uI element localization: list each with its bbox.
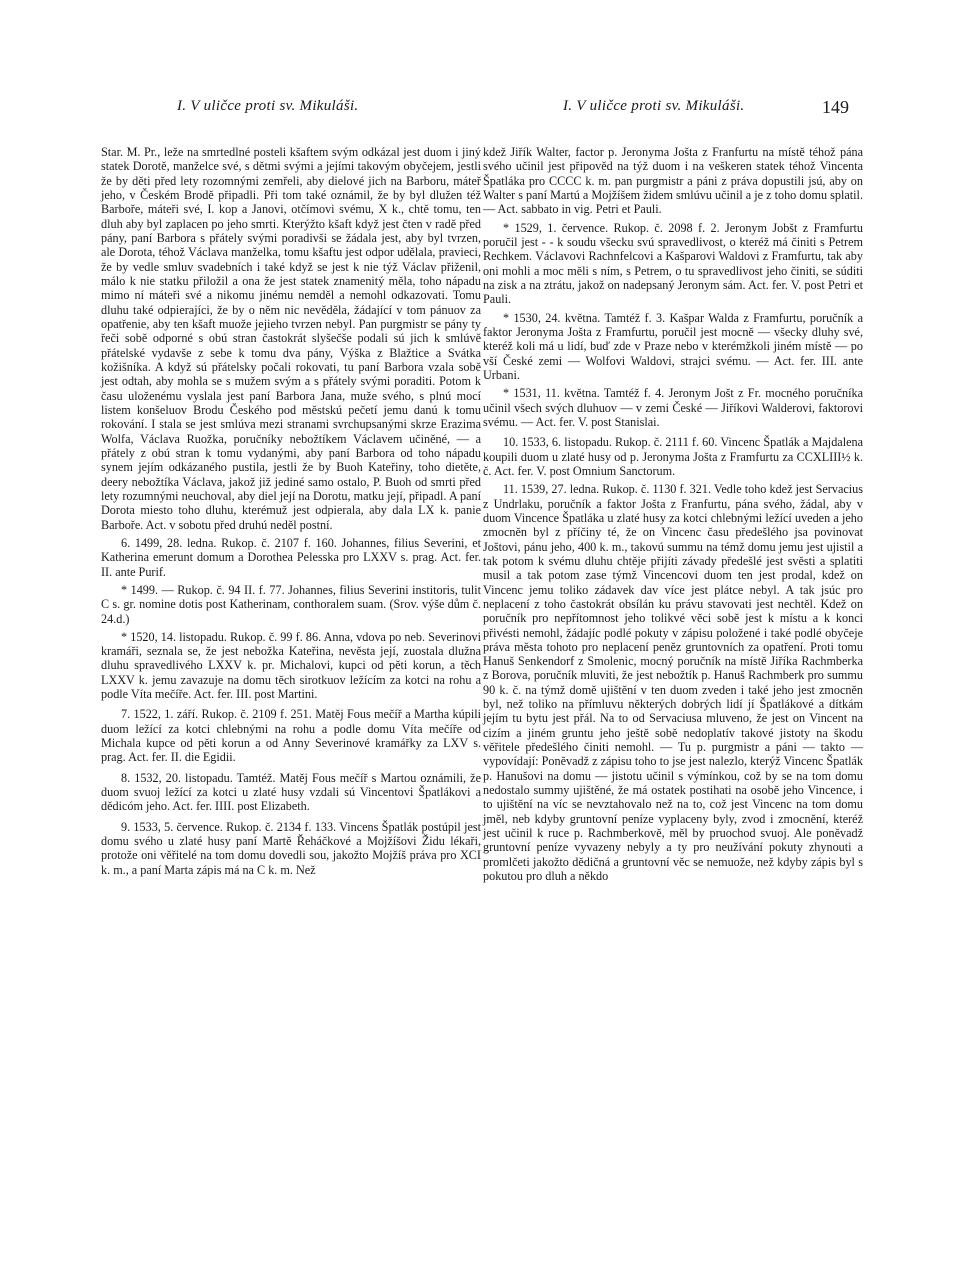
running-head-left: I. V uličce proti sv. Mikuláši. — [177, 98, 359, 114]
paragraph: * 1520, 14. listopadu. Rukop. č. 99 f. 86. Anna, vdova po neb. Severinovi kramáři, seznala se, že jest nebožka Kateřina, nevěsta její, zuostala dlužna dluhu spravedlivého LXXV k. pr. Michalovi, kupci od pěti korun, a těch LXXV k. jemu zavazuje na domu těch sirotkuov ležícím za kotci na rohu a podle Víta mečíře. Act. fer. III. post Martini. — [101, 629, 481, 702]
paragraph: * 1529, 1. července. Rukop. č. 2098 f. 2. Jeronym Jobšt z Framfurtu poručil jest - - k soudu všecku svú spravedlivost, o kteréž má činiti s Petrem Rechkem. Václavovi Rachnfelcovi a Kašparovi Waldovi z Framfurtu, tak aby oni mohli a moc měli s ním, s Petrem, o tu spravedlivost jeho činiti, se súditi na zisk a na ztrátu, jakož on nadepsaný Jeronym sám. Act. fer. V. post Petri et Pauli. — [483, 220, 863, 307]
paragraph: 9. 1533, 5. července. Rukop. č. 2134 f. 133. Vincens Špatlák postúpil jest domu svého u zlaté husy paní Martě Řeháčkové a Mojžíšovi Židu lékaři, protože oni věřitelé na tom domu dovedli sou, jakožto Mojžíš práva pro XCI k. m., a paní Marta zápis má na C k. m. Než — [101, 819, 481, 877]
paragraph: Star. M. Pr., leže na smrtedlné posteli kšaftem svým odkázal jest duom i jiný statek Dorotě, manželce své, s dětmi svými a jejími takovým obyčejem, jestli že by děti před lety rozomnými zemřeli, aby dielové jich na Barboru, máteř jeho, v Českém Brodě připadli. Při tom také oznámil, že by byl dlužen též Barboře, máteři své, I. kop a Janovi, otčímovi svému, X k., chtě tomu, ten dluh aby byl zaplacen po jeho smrti. Kterýžto kšaft když jest čten v radě před pány, paní Barbora s přátely svými poradivši se žádala jest, aby byl tvrzen, ale Dorota, téhož Václava manželka, tomu kšaftu jest odpor udělala, pravieci, že by vedle smluv svadebních i také když se jest k nie týž Václav přiženil, málo k nie statku přiložil a ona že jest statek znamenitý měla, toho nápadu mimo ní máteři své a nikomu jinému nemděl a nemohl odkazovati. Tomu dluhu také odpierajíci, že by o něm nic nevěděla, žádající v tom pánuov za opatřenie, aby ten kšaft muože jejieho tvrzen nebyl. Pan purgmistr se pány ty řeči sobě odporné s obú stran častokrát slyšečše podali sú jich k smlúvě přátelské vydavše z sebe k tomu dva pány, Výška z Blažtice a Svátka kožišníka. A když sú přátelsky počali rokovati, tu paní Barbora vzala sobě jest odtah, aby mohla se s mužem svým a s přátely svými poraditi. Potom k času uloženému vyslala jest paní Barbora Jana, muže svého, s plnú mocí listem konšeluov Brodu Českého pod městskú pečetí jemu danú k tomu rokování. I stala se jest smlúva mezi stranami svrchupsanými skrze Erazima Wolfa, Václava Ruožka, poručníky nebožtíkem Václavem učiněné, — a přátely z obú stran k tomu vydanými, aby paní Barbora od toho nápadu synem jejím odkázaného pustila, jestli že by Buoh Kateřiny, toho dietěte, deery nebožtíka Václava, jakož již jediné samo ostalo, P. Buoh od smrti před lety rozumnými neuchoval, aby diel její na Dorotu, matku její, připadl. A paní Dorota miesto toho dluhu, kterémuž jest odpierala, aby dala LX k. panie Barboře. Act. v sobotu před druhú neděl postní. — [101, 145, 481, 532]
paragraph: 11. 1539, 27. ledna. Rukop. č. 1130 f. 321. Vedle toho kdež jest Servacius z Undrlaku, poručník a faktor Jošta z Franfurtu, pána svého, žádal, aby v duom Vincence Špatláka u zlaté husy za kotci chlebnými ležící uveden a jeho zmocněn byl z příčiny té, že on Vincenc času předešlého jsa povinovat Joštovi, pánu jeho, 400 k. m., takovú summu na témž domu jemu jest ujistil a tak potom k svému dluhu chtěje přijíti závady předešlé jest svěsti a splatiti musil a tak potom zase týmž Vincencovi duom ten jest prodal, kdež on Vincenc jemu toliko zádavek dav více jest plátce nebyl. A tak jsúc pro neplacení z toho častokrát obsílán ku právu stavovati jest nechtěl. Kdež on poručník pro nepřítomnost jeho tolikvé věci sobě jest k místu a k konci přivésti nemohl, žádajíc podlé pokuty v zápisu položené i také podlé obyčeje práva města tohoto pro neplacení peněz gruntovních za opatření. Proti tomu Hanuš Senkendorf z Smolenic, mocný poručník na místě Jiříka Rachmberka z Borova, poručník mluviti, že jest nebožtík p. Hanuš Rachmberk pro summu 90 k. č. na týmž domě ujištění v ten duom zveden i také jeho jest zmocněn byl, než toliko na přímluvu některých dobrých lidí jí Špatlákové a dítkám jejím tu bytu jest přál. Na to od Servaciusa mluveno, že jest on Vincent na cizím a jiném gruntu jeho ještě sobě nedoplatív takové jistoty na škodu věřitele předešlého činiti nemohl. — Tu p. purgmistr a páni — takto — vypovídají: Poněvadž z zápisu toho to jse jest nalezlo, kterýž Vincenc Špatlák p. Hanušovi na domu — jistotu učinil s výmínkou, což by se na tom domu nedostalo summy ujištěné, že má ostatek postihati na osobě jeho Vincence, i to ujištění na víc se nevztahovalo než na to, což jest Vincenc na tom domu jměl, neb kdyby gruntovní peníze vyplaceny byly, zvod i zmocnění, kteréž jest učinil k ruce p. Rachmberkově, měl by pruochod svuoj. Ale poněvadž gruntovní peníze vyvazeny nebyly a ty pro neužívání pokuty zhynouti a promlčeti jakožto dědičná a gruntovní věc se nemuože, než kdyby zápis byl s pokutou pro dluh a někdo — [483, 482, 863, 884]
right-column — [483, 145, 863, 883]
paragraph: 8. 1532, 20. listopadu. Tamtéž. Matěj Fous mečíř s Martou oznámili, že duom svuoj ležící za kotci u zlaté husy vzdali sú Vincentovi Špatlákovi a dědicóm jeho. Act. fer. IIII. post Elizabeth. — [101, 770, 481, 814]
paragraph: * 1530, 24. května. Tamtéž f. 3. Kašpar Walda z Framfurtu, poručník a faktor Jeronyma Jošta z Framfurtu, poručil jest mocně — všecky dluhy své, kteréž koli má u lidí, buď zde v Praze nebo v kterémžkoli jiném místě — po vší České zemi — Wolfovi Waldovi, strajci svému. — Act. fer. III. ante Urbani. — [483, 310, 863, 382]
paragraph: * 1499. — Rukop. č. 94 II. f. 77. Johannes, filius Severini institoris, tulit C s. gr. nomine dotis post Katherinam, conthoralem suam. (Srov. výše dům č. 24.d.) — [101, 582, 481, 626]
paragraph: 10. 1533, 6. listopadu. Rukop. č. 2111 f. 60. Vincenc Špatlák a Majdalena koupili duom u zlaté husy od p. Jeronyma Jošta z Framfurtu za CCXLIII½ k. č. Act. fer. V. post Omnium Sanctorum. — [483, 435, 863, 478]
left-column — [101, 145, 481, 877]
paragraph: 6. 1499, 28. ledna. Rukop. č. 2107 f. 160. Johannes, filius Severini, et Katherina emerunt domum a Dorothea Pelesska pro LXXV s. prag. Act. fer. II. ante Purif. — [101, 535, 481, 579]
paragraph: 7. 1522, 1. září. Rukop. č. 2109 f. 251. Matěj Fous mečíř a Martha kúpili duom ležící za kotci chlebnými na rohu a podle domu Víta mečíře od Michala kupce od pěti korun a od Anny Severinové kramářky za LXV s. prag. Act. fer. II. die Egidii. — [101, 707, 481, 765]
running-head-right: I. V uličce proti sv. Mikuláši. — [563, 98, 745, 114]
page-number: 149 — [822, 97, 849, 117]
paragraph: * 1531, 11. května. Tamtéž f. 4. Jeronym Jošt z Fr. mocného poručníka učinil všech svých dluhuov — v zemi České — Jiříkovi Walderovi, faktorovi svému. — Act. fer. V. post Stanislai. — [483, 386, 863, 429]
paragraph: kdež Jiřík Walter, factor p. Jeronyma Jošta z Franfurtu na místě téhož pána svého učinil jest připověd na týž duom i na veškeren statek téhož Vincenta Špatláka pro CCCC k. m. pan purgmistr a páni z práva dopustili jsú, aby on Walter s paní Martú a Mojžíšem židem smlúvu učinil a je z toho domu splatil. — Act. sabbato in vig. Petri et Pauli. — [483, 145, 863, 217]
